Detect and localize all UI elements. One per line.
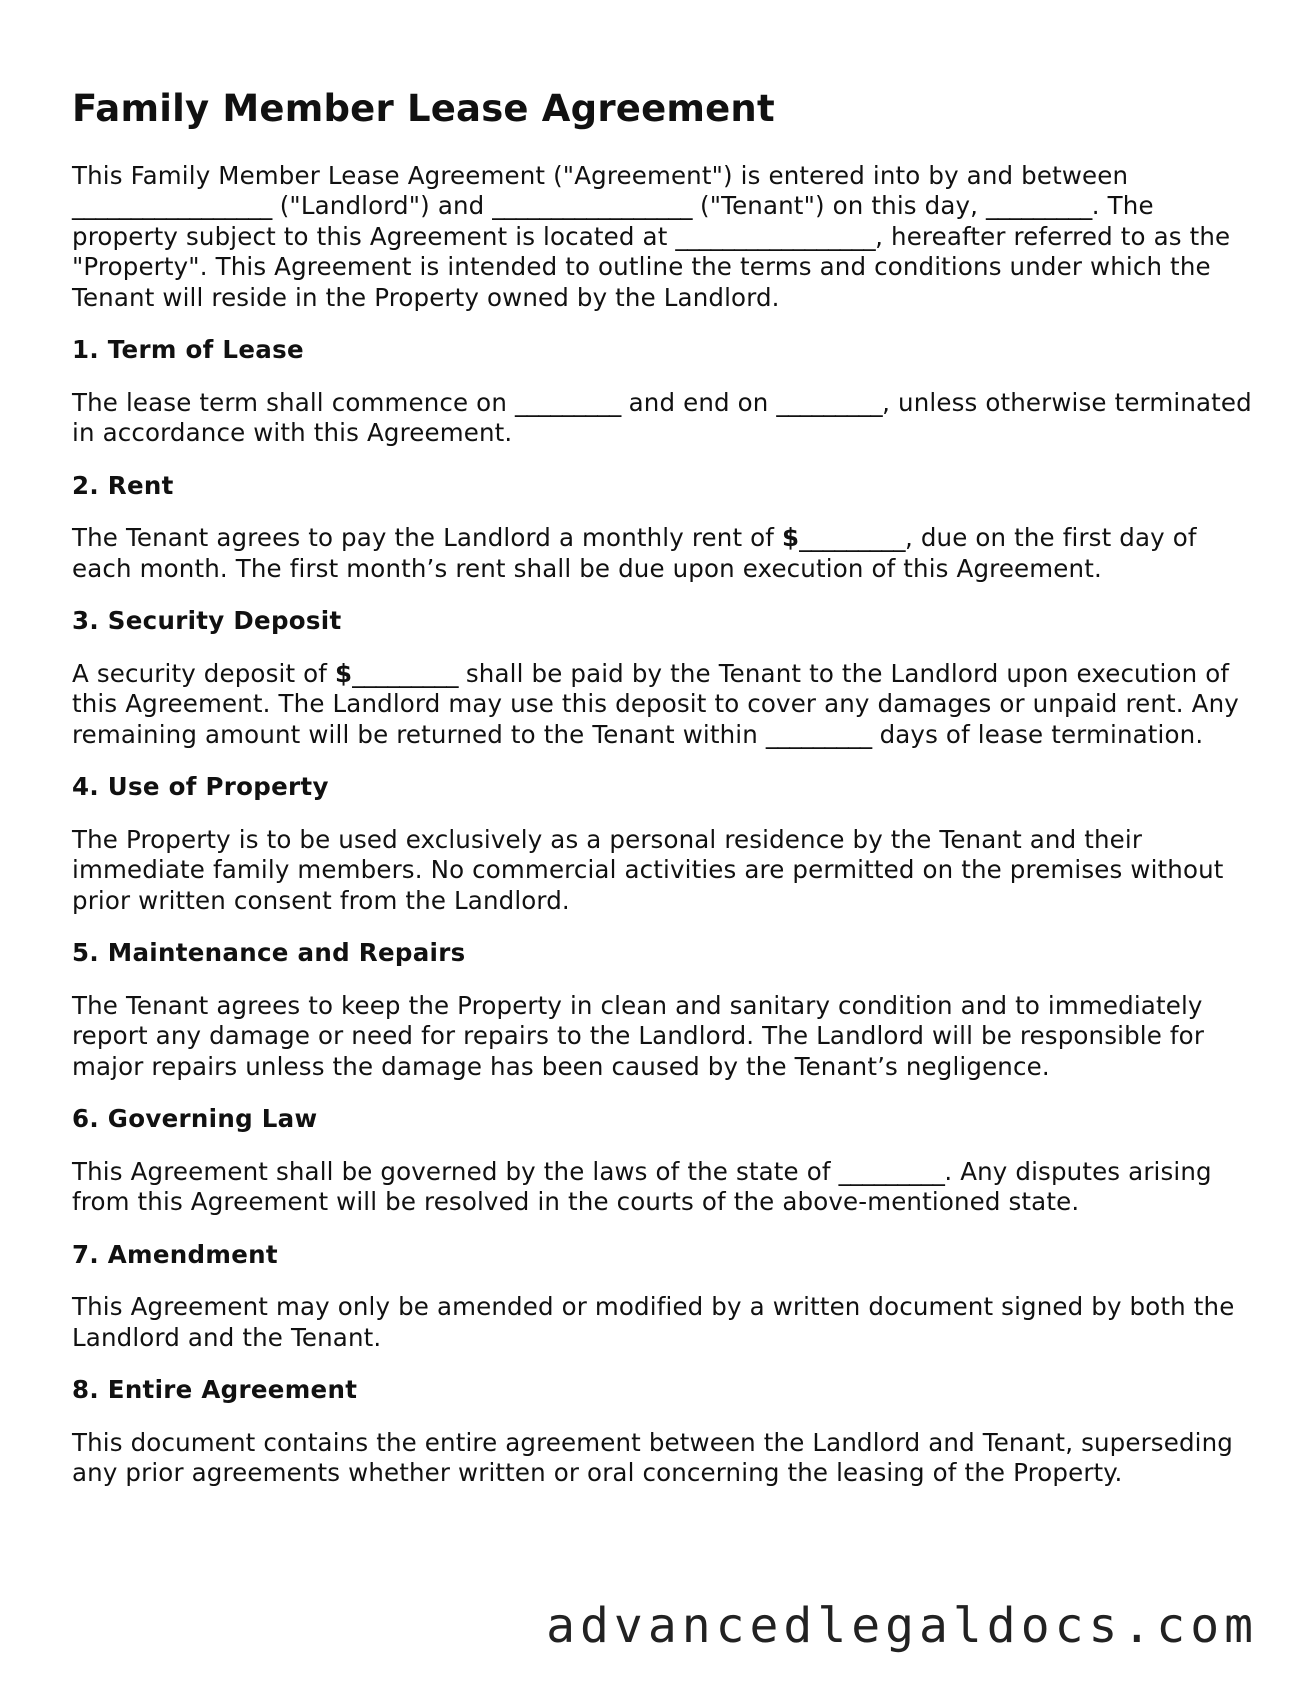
section-heading-rent: 2. Rent: [72, 470, 174, 500]
deposit-text-3: days of lease termination.: [871, 719, 1204, 749]
section-body-amendment: This Agreement may only be amended or modified by a written document signed by both the Landlord and the Tenant.: [72, 1292, 1235, 1352]
section-heading-entire: 8. Entire Agreement: [72, 1375, 358, 1405]
section-body-term: [72, 388, 1252, 449]
intro-text-5: , hereafter referred to as the "Property". This Agreement is intended to outline the terms and conditions under which the Tenant will reside in the Property owned by the Landlord.: [72, 221, 1231, 312]
lease-end-blank: _________: [776, 387, 883, 417]
section-heading-use: 4. Use of Property: [72, 772, 329, 802]
term-text-3: , unless otherwise terminated in accordance with this Agreement.: [72, 387, 1252, 448]
section-heading-maintenance: 5. Maintenance and Repairs: [72, 938, 466, 968]
lease-start-blank: _________: [514, 387, 621, 417]
rent-amount-blank: _________: [799, 523, 905, 553]
law-text-2: . Any disputes arising from this Agreement will be resolved in the courts of the above-mentioned state.: [72, 1156, 1212, 1217]
intro-text-4: . The property subject to this Agreement is located at: [72, 191, 1154, 251]
term-text-1: The lease term shall commence on: [72, 387, 515, 417]
section-body-deposit: [72, 659, 1252, 751]
rent-text-1: The Tenant agrees to pay the Landlord a monthly rent of: [72, 523, 782, 553]
section-heading-deposit: 3. Security Deposit: [72, 606, 342, 636]
section-body-entire: This document contains the entire agreement between the Landlord and Tenant, superseding any prior agreements whether written or oral concerning the leasing of the Property.: [72, 1427, 1233, 1488]
intro-paragraph: [72, 161, 1252, 314]
section-heading-law: 6. Governing Law: [72, 1104, 318, 1134]
intro-text-3: ("Tenant") on this day,: [692, 191, 987, 221]
document-title: Family Member Lease Agreement: [72, 87, 775, 130]
deposit-text-1: A security deposit of: [72, 658, 335, 688]
tenant-name-blank: _________________: [492, 191, 693, 221]
section-body-use: The Property is to be used exclusively as a personal residence by the Tenant and their immediate family members. No commercial activities are permitted on the premises without prior written consent from the Landlord.: [72, 824, 1224, 915]
intro-text-2: ("Landlord") and: [271, 191, 493, 221]
deposit-return-days-blank: _________: [765, 719, 872, 749]
section-body-maintenance: The Tenant agrees to keep the Property in clean and sanitary condition and to immediately report any damage or need for repairs to the Landlord. The Landlord will be responsible for major repairs unless the damage has been caused by the Tenant’s negligence.: [72, 990, 1205, 1081]
watermark-text: advancedlegaldocs.com: [546, 1598, 1258, 1654]
property-address-blank: _________________: [675, 221, 876, 251]
section-body-law: [72, 1157, 1252, 1218]
intro-text-1: This Family Member Lease Agreement ("Agreement") is entered into by and between: [72, 160, 1129, 190]
document-page: [72, 88, 1252, 1511]
deposit-text-2: shall be paid by the Tenant to the Landlord upon execution of this Agreement. The Landlord may use this deposit to cover any damages or unpaid rent. Any remaining amount will be returned to the Tenant within: [72, 658, 1239, 749]
deposit-amount-blank: _________: [352, 658, 458, 688]
agreement-day-blank: _________: [986, 191, 1092, 221]
rent-dollar-sign: $: [782, 523, 800, 553]
law-text-1: This Agreement shall be governed by the laws of the state of: [72, 1156, 839, 1186]
rent-text-2: , due on the first day of each month. The first month’s rent shall be due upon execution of this Agreement.: [72, 523, 1197, 583]
deposit-dollar-sign: $: [335, 658, 353, 688]
section-body-rent: [72, 523, 1252, 584]
section-heading-term: 1. Term of Lease: [72, 335, 304, 365]
state-blank: _________: [838, 1156, 945, 1186]
term-text-2: and end on: [620, 387, 777, 417]
landlord-name-blank: _________________: [72, 191, 272, 221]
section-heading-amendment: 7. Amendment: [72, 1239, 278, 1269]
